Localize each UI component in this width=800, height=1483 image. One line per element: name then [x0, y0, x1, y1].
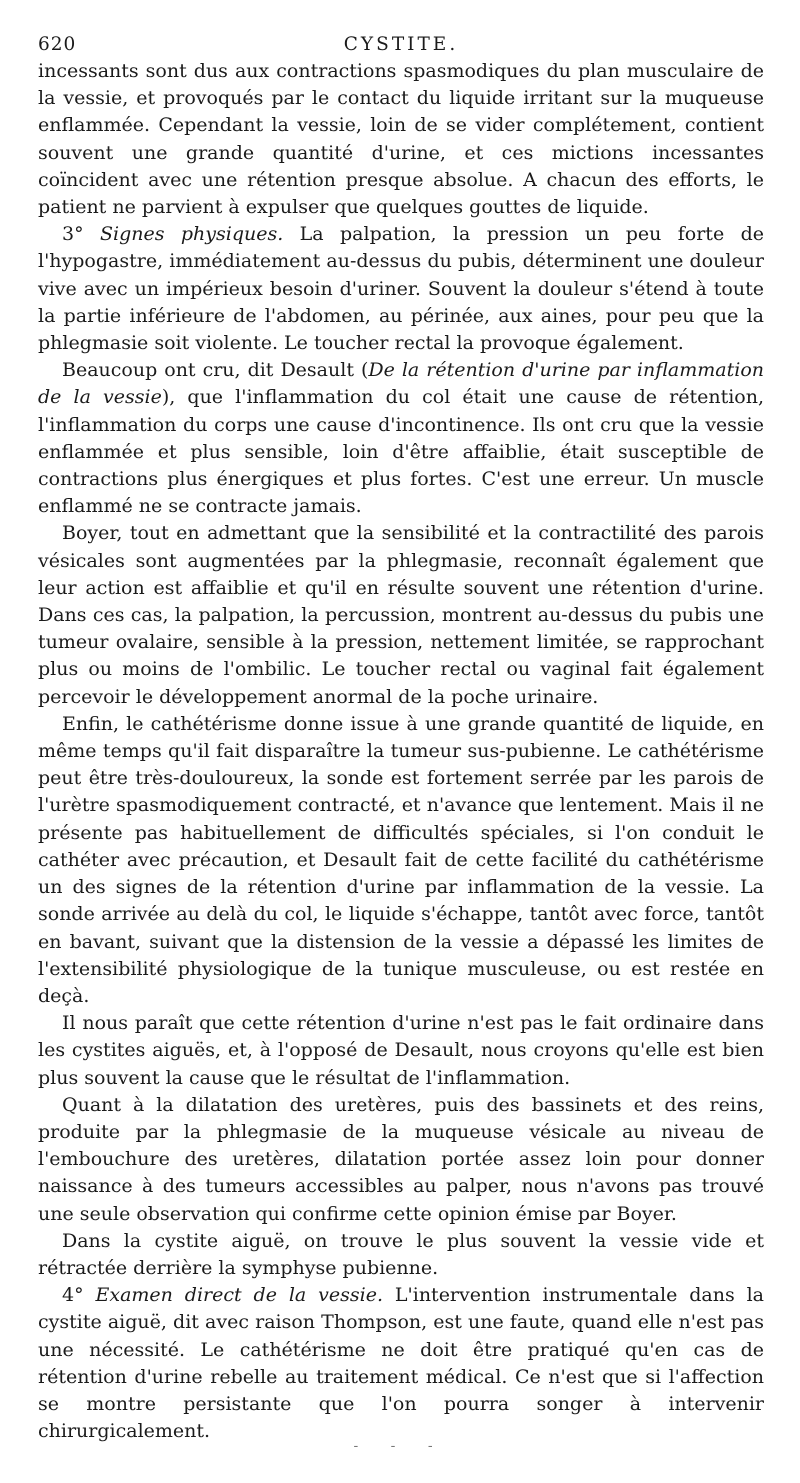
paragraph [38, 1010, 764, 1092]
paragraph [38, 1228, 764, 1282]
running-title: CYSTITE. [343, 34, 459, 55]
section-heading: Examen direct de la vessie. [95, 1284, 383, 1307]
paragraph-examen-direct [38, 1282, 764, 1445]
section-heading: Signes physiques. [100, 223, 284, 246]
section-number: 3° [62, 223, 84, 246]
running-head [38, 26, 764, 58]
paragraph [38, 711, 764, 1010]
print-marks: - - - [353, 1438, 447, 1454]
cited-work-title: De la rétention d'urine par inflammation de la vessie [38, 359, 764, 409]
paragraph-signes-physiques [38, 221, 764, 357]
paragraph [38, 58, 764, 221]
paragraph-text: incessants sont dus aux contractions spasmodiques du plan musculaire de la vessie, et provoqués par le contact du liquide irritant sur la muqueuse enflammée. Cependant la vessie, loin de se vider complétement, contient souvent une grande quantité d'urine, et ces mictions incessantes coïncident avec une rétention presque absolue. A chacun des efforts, le patient ne parvient à expulser que quelques gouttes de liquide. [38, 60, 764, 219]
paragraph-text: ), que l'inflammation du col était une cause de rétention, l'inflammation du corps une cause d'incontinence. Ils ont cru que la vessie enflammée et plus sensible, loin d'être affaiblie, était susceptible de contractions plus énergiques et plus fortes. C'est une erreur. Un muscle enflammé ne se contracte jamais. [38, 386, 764, 518]
body-text [38, 58, 764, 1445]
paragraph-text: La palpation, la pression un peu forte de l'hypogastre, immédiatement au-dessus du pubis, déterminent une douleur vive avec un impérieux besoin d'uriner. Souvent la douleur s'étend à toute la partie inférieure de l'abdomen, au périnée, aux aines, pour peu que la phlegmasie soit violente. Le toucher rectal la provoque également. [38, 223, 764, 355]
paragraph-text: Beaucoup ont cru, dit Desault ( [62, 359, 369, 382]
paragraph-text: Il nous paraît que cette rétention d'urine n'est pas le fait ordinaire dans les cystites aiguës, et, à l'opposé de Desault, nous croyons qu'elle est bien plus souvent la cause que le résultat de l'inflammation. [38, 1012, 764, 1089]
paragraph-text: Enfin, le cathétérisme donne issue à une grande quantité de liquide, en même temps qu'il fait disparaître la tumeur sus-pubienne. Le cathétérisme peut être très-douloureux, la sonde est fortement serrée par les parois de l'urètre spasmodiquement contracté, et n'avance que lentement. Mais il ne présente pas habituellement de difficultés spéciales, si l'on conduit le cathéter avec précaution, et Desault fait de cette facilité du cathétérisme un des signes de la rétention d'urine par inflammation de la vessie. La sonde arrivée au delà du col, le liquide s'échappe, tantôt avec force, tantôt en bavant, suivant que la distension de la vessie a dépassé les limites de l'extensibilité physiologique de la tunique musculeuse, ou est restée en deçà. [38, 712, 764, 1007]
paragraph-text: L'intervention instrumentale dans la cystite aiguë, dit avec raison Thompson, est une faute, quand elle n'est pas une nécessité. Le cathétérisme ne doit être pratiqué qu'en cas de rétention d'urine rebelle au traitement médical. Ce n'est que si l'affection se montre persistante que l'on pourra songer à intervenir chirurgicalement. [38, 1284, 764, 1443]
paragraph-text: Dans la cystite aiguë, on trouve le plus souvent la vessie vide et rétractée derrière la symphyse pubienne. [38, 1229, 764, 1279]
paragraph [38, 1092, 764, 1228]
paragraph [38, 520, 764, 710]
paragraph-text: Boyer, tout en admettant que la sensibilité et la contractilité des parois vésicales sont augmentées par la phlegmasie, reconnaît également que leur action est affaiblie et qu'il en résulte souvent une rétention d'urine. Dans ces cas, la palpation, la percussion, montrent au-dessus du pubis une tumeur ovalaire, sensible à la pression, nettement limitée, se rapprochant plus ou moins de l'ombilic. Le toucher rectal ou vaginal fait également percevoir le développement anormal de la poche urinaire. [38, 522, 764, 708]
section-number: 4° [62, 1284, 84, 1307]
paragraph [38, 357, 764, 520]
paragraph-text: Quant à la dilatation des uretères, puis des bassinets et des reins, produite par la phlegmasie de la muqueuse vésicale au niveau de l'embouchure des uretères, dilatation portée assez loin pour donner naissance à des tumeurs accessibles au palper, nous n'avons pas trouvé une seule observation qui confirme cette opinion émise par Boyer. [38, 1093, 764, 1225]
page-number: 620 [38, 34, 77, 55]
